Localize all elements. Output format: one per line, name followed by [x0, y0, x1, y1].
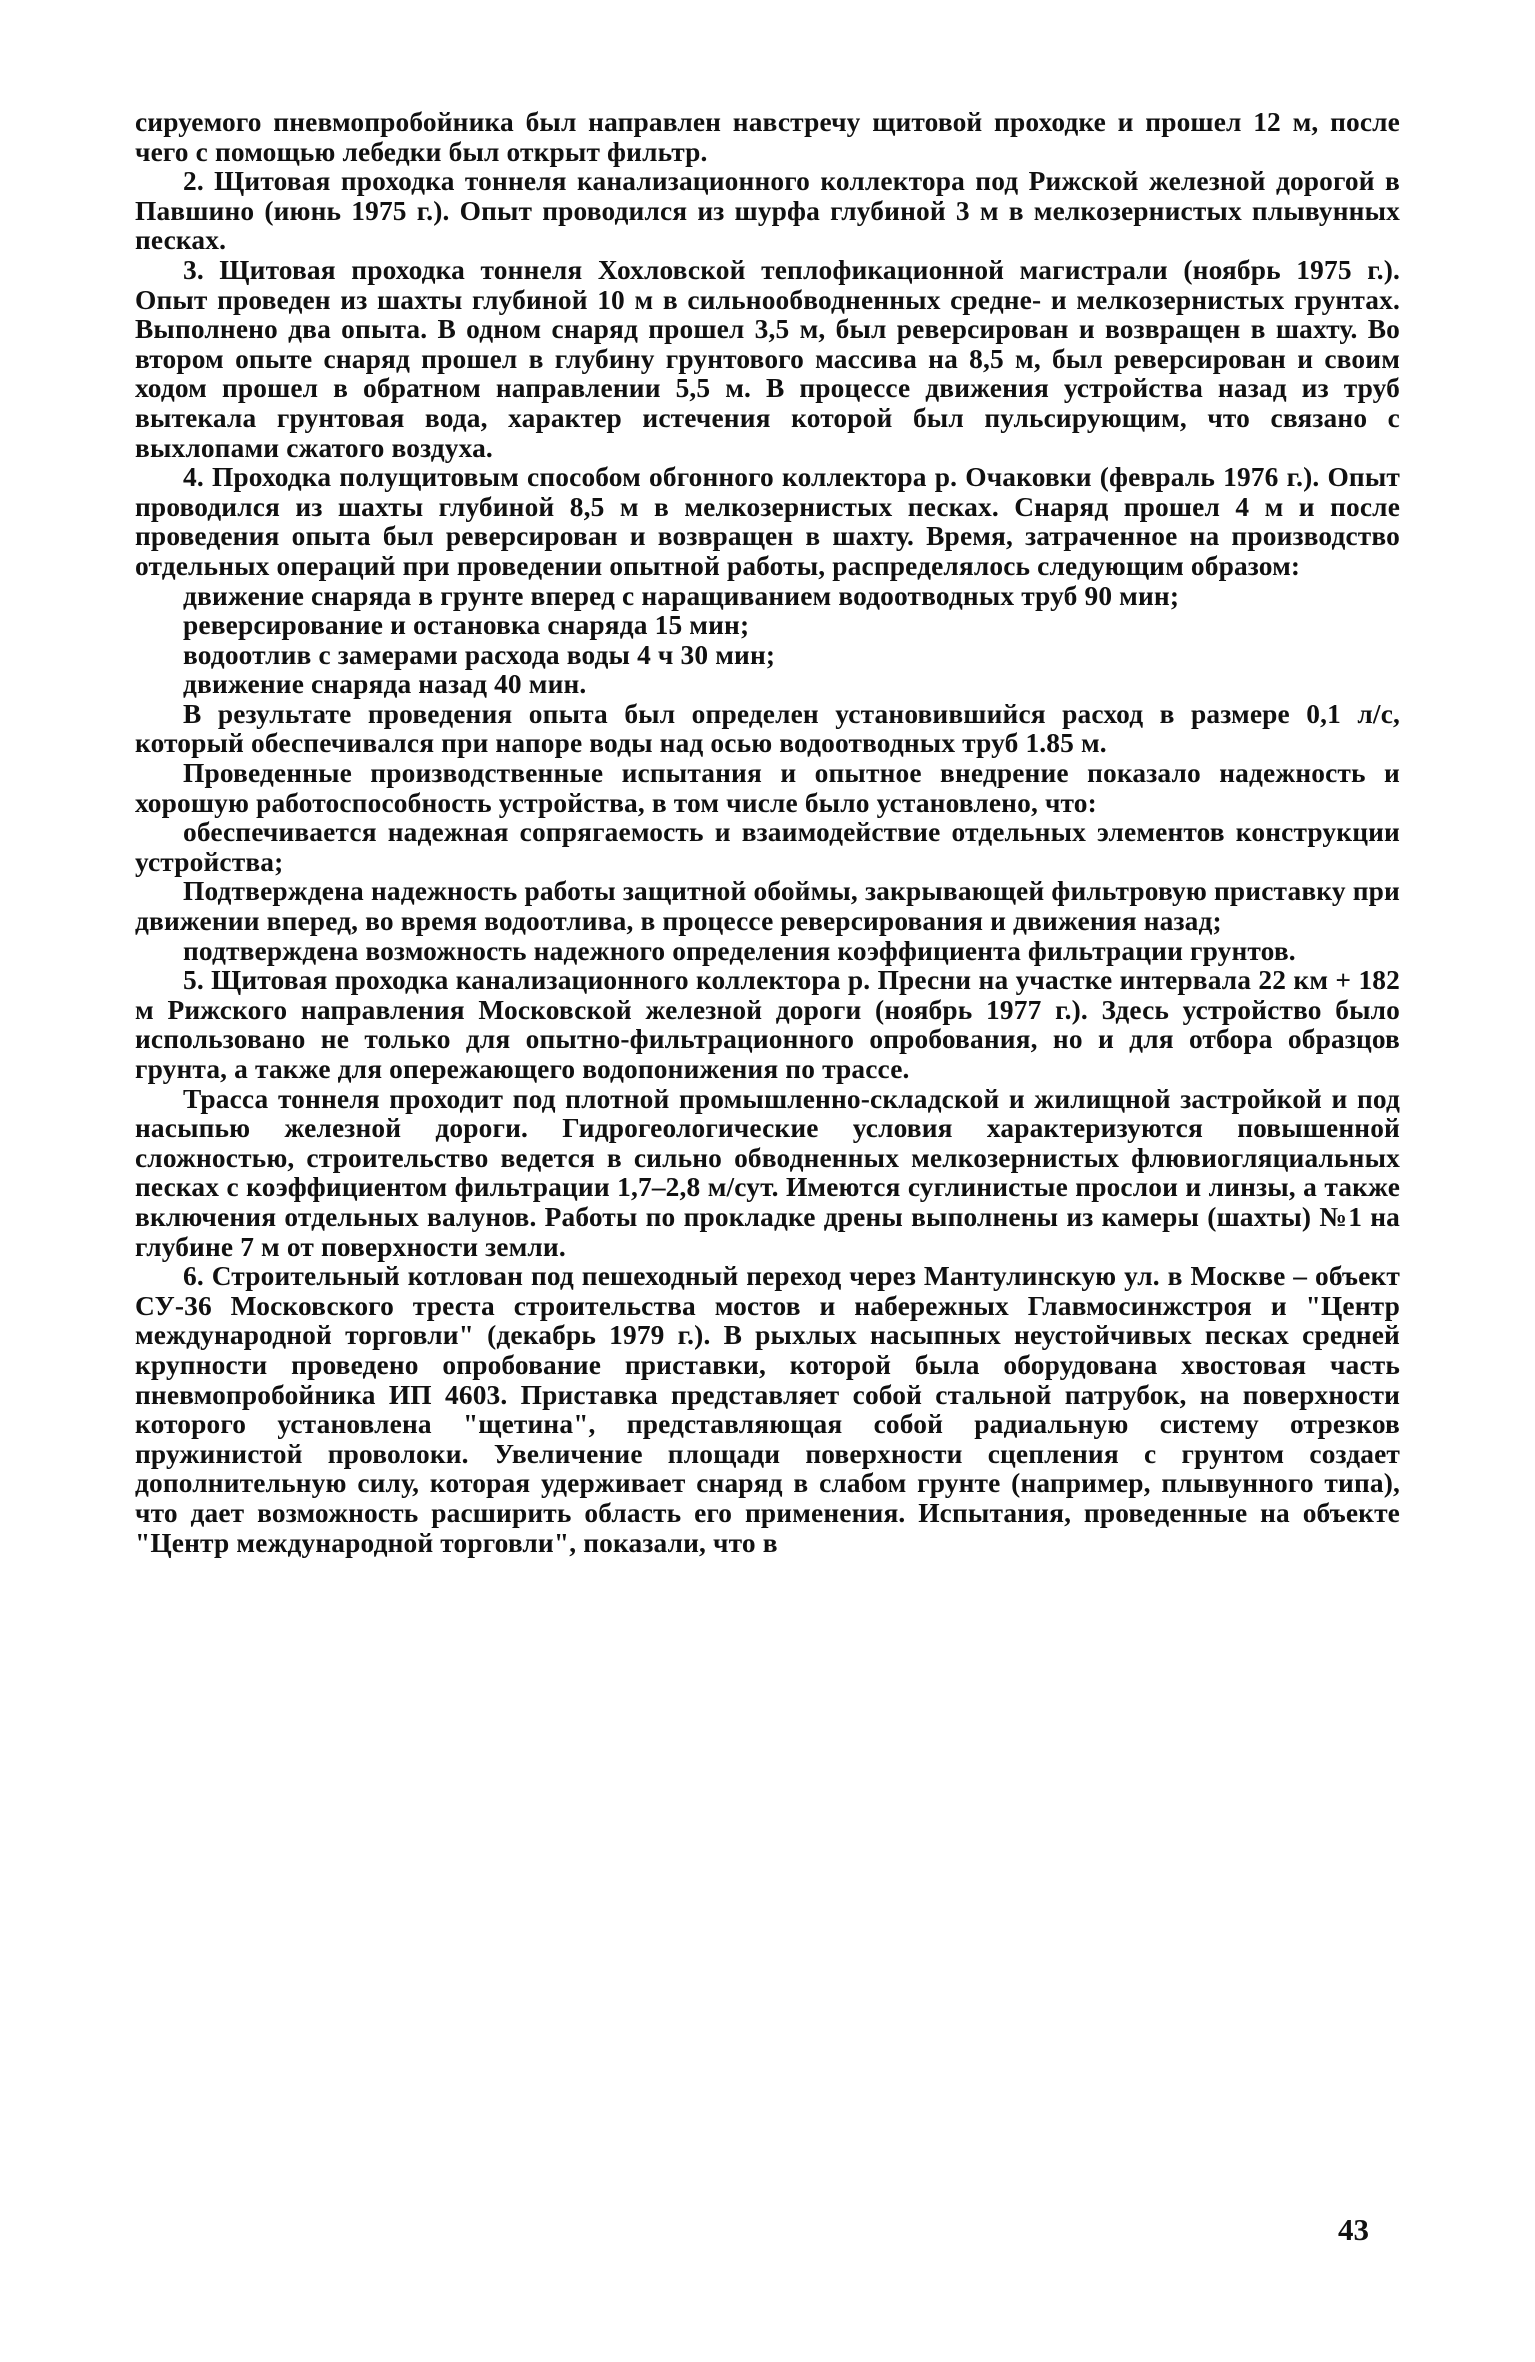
paragraph-continuation: сируемого пневмопробойника был направлен навстречу щитовой проходке и прошел 12 м, после чего с помощью лебедки был открыт фильтр.: [135, 107, 1400, 167]
list-item-protective-cage: Подтверждена надежность работы защитной обоймы, закрывающей фильтровую приставку при движении вперед, во время водоотлива, в процессе реверсирования и движения назад;: [135, 876, 1400, 937]
page-body: [135, 108, 1400, 1558]
paragraph-result: В результате проведения опыта был определен установившийся расход в размере 0,1 л/с, который обеспечивался при напоре воды над осью водоотводных труб 1.85 м.: [135, 698, 1400, 759]
page-number: 43: [1338, 2212, 1369, 2247]
list-item-filtration-coefficient: подтверждена возможность надежного определения коэффициента фильтрации грунтов.: [183, 935, 1296, 966]
list-item-dewatering: водоотлив с замерами расхода воды 4 ч 30 мин;: [183, 639, 776, 670]
paragraph-item-6: 6. Строительный котлован под пешеходный переход через Мантулинскую ул. в Москве – объект СУ-36 Московского треста строительства мостов и набережных Главмосинжстроя и "Центр международной торговли" (декабрь 1979 г.). В рыхлых насыпных неустойчивых песках средней крупности проведено опробование приставки, которой была оборудована хвостовая часть пневмопробойника ИП 4603. Приставка представляет собой стальной патрубок, на поверхности которого установлена "щетина", представляющая собой радиальную систему отрезков пружинистой проволоки. Увеличение площади поверхности сцепления с грунтом создает дополнительную силу, которая удерживает снаряд в слабом грунте (например, плывунного типа), что дает возможность расширить область его применения. Испытания, проведенные на объекте "Центр международной торговли", показали, что в: [135, 1261, 1400, 1558]
list-item-backward-motion: движение снаряда назад 40 мин.: [183, 669, 587, 700]
list-item-forward-motion: движение снаряда в грунте вперед с наращиванием водоотводных труб 90 мин;: [183, 580, 1180, 611]
paragraph-item-4: 4. Проходка полущитовым способом обгонного коллектора р. Очаковки (февраль 1976 г.). Опыт проводился из шахты глубиной 8,5 м в мелкозернистых песках. Снаряд прошел 4 м и после проведения опыта был реверсирован и возвращен в шахту. Время, затраченное на производство отдельных операций при проведении опытной работы, распределялось следующим образом:: [135, 462, 1400, 581]
paragraph-tests-summary: Проведенные производственные испытания и опытное внедрение показало надежность и хорошую работоспособность устройства, в том числе было установлено, что:: [135, 758, 1400, 818]
list-item-compatibility: обеспечивается надежная сопрягаемость и взаимодействие отдельных элементов конструкции устройства;: [135, 817, 1400, 877]
list-item-reversing: реверсирование и остановка снаряда 15 мин;: [183, 610, 750, 641]
paragraph-item-3: 3. Щитовая проходка тоннеля Хохловской теплофикационной магистрали (ноябрь 1975 г.). Опыт проведен из шахты глубиной 10 м в сильнообводненных средне- и мелкозернистых грунтах. Выполнено два опыта. В одном снаряд прошел 3,5 м, был реверсирован и возвращен в шахту. Во втором опыте снаряд прошел в глубину грунтового массива на 8,5 м, был реверсирован и своим ходом прошел в обратном направлении 5,5 м. В процессе движения устройства назад из труб вытекала грунтовая вода, характер истечения которой был пульсирующим, что связано с выхлопами сжатого воздуха.: [135, 254, 1400, 463]
paragraph-item-2: 2. Щитовая проходка тоннеля канализационного коллектора под Рижской железной дорогой в Павшино (июнь 1975 г.). Опыт проводился из шурфа глубиной 3 м в мелкозернистых плывунных песках.: [135, 166, 1400, 256]
paragraph-route-conditions: Трасса тоннеля проходит под плотной промышленно-складской и жилищной застройкой и под насыпью железной дороги. Гидрогеологические условия характеризуются повышенной сложностью, строительство ведется в сильно обводненных мелкозернистых флювиогляциальных песках с коэффициентом фильтрации 1,7–2,8 м/сут. Имеются суглинистые прослои и линзы, а также включения отдельных валунов. Работы по прокладке дрены выполнены из камеры (шахты) №1 на глубине 7 м от поверхности земли.: [135, 1083, 1400, 1262]
paragraph-item-5: 5. Щитовая проходка канализационного коллектора р. Пресни на участке интервала 22 км + 182 м Рижского направления Московской железной дороги (ноябрь 1977 г.). Здесь устройство было использовано не только для опытно-фильтрационного опробования, но и для отбора образцов грунта, а также для опережающего водопонижения по трассе.: [135, 965, 1400, 1084]
